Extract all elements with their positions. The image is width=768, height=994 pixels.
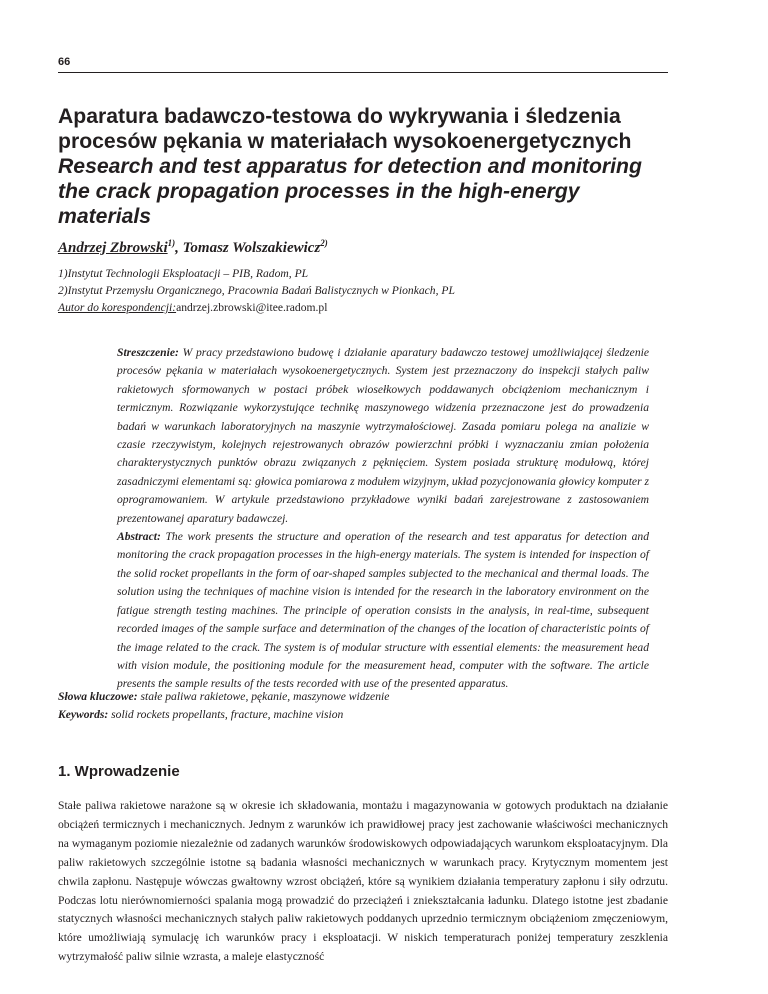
abstract-en-label: Abstract: <box>117 530 161 544</box>
abstract-pl-label: Streszczenie: <box>117 346 179 359</box>
page-number: 66 <box>58 56 71 68</box>
title-en-line-1: Research and test apparatus for detection and monitoring <box>58 155 642 178</box>
header-rule <box>58 72 668 73</box>
author-2-name: Tomasz Wolszakiewicz <box>182 240 321 256</box>
title-en-line-2: the crack propagation processes in the high-energy <box>58 180 580 203</box>
paper-title <box>58 104 698 229</box>
keywords-en-text: solid rockets propellants, fracture, machine vision <box>108 708 344 721</box>
keywords-block <box>58 688 389 724</box>
keywords-pl-label: Słowa kluczowe: <box>58 690 138 703</box>
author-1-affiliation-mark: 1) <box>167 238 176 248</box>
affiliation-2: 2)Instytut Przemysłu Organicznego, Pracownia Badań Balistycznych w Pionkach, PL <box>58 284 455 297</box>
keywords-en <box>58 706 389 724</box>
corresponding-author-email[interactable]: andrzej.zbrowski@itee.radom.pl <box>176 301 328 314</box>
abstract-block <box>117 344 649 694</box>
author-1-name: Andrzej Zbrowski <box>58 240 168 256</box>
title-en-line-3: materials <box>58 205 152 228</box>
affiliations <box>58 265 455 316</box>
body-paragraph: Stałe paliwa rakietowe narażone są w okresie ich składowania, montażu i magazynowania w gotowych produktach na działanie obciążeń termicznych i mechanicznych. Jednym z warunków ich prawidłowej pracy jest zachowanie właściwości mechanicznych na wymaganym poziomie niezależnie od zadanych warunków środowiskowych odpowiadających warunkom eksploatacyjnym. Dla paliw rakietowych szczególnie istotne są badania własności mechanicznych w warunkach pracy. Krytycznym momentem jest chwila zapłonu. Następuje wówczas gwałtowny wzrost obciążeń, które są wynikiem działania temperatury zapłonu i siły odrzutu. Podczas lotu nierównomierności spalania mogą prowadzić do przeciążeń i zniekształcania ładunku. Dlatego istotne jest zbadanie statycznych własności mechanicznych stałych paliw rakietowych poddanych uprzednio termicznym obciążeniom zmęczeniowym, które umożliwiają symulację ich warunków pracy i eksploatacji. W niskich temperaturach poniżej temperatury zeszklenia wytrzymałość paliw silnie wzrasta, a maleje elastyczność <box>58 799 668 964</box>
title-pl-line-1: Aparatura badawczo-testowa do wykrywania i śledzenia <box>58 105 621 128</box>
abstract-pl-text: W pracy przedstawiono budowę i działanie aparatury badawczo testowej umożliwiającej śledzenie procesów pękania w materiałach wysokoenergetycznych. System jest przeznaczony do inspekcji stałych paliw rakietowych sformowanych w postaci próbek wiosełkowych poddawanych obciążeniom mechanicznym i termicznym. Rozwiązanie wykorzystujące technikę maszynowego widzenia przeznaczone jest do prowadzenia badań w warunkach laboratoryjnych na maszynie wytrzymałościowej. Zasada pomiaru polega na analizie w czasie rzeczywistym, kolejnych rejestrowanych obrazów powierzchni próbki i wyznaczaniu zmian położenia charakterystycznych punktów obrazu związanych z pęknięciem. System posiada strukturę modułową, której zasadniczymi elementami są: głowica pomiarowa z modułem wizyjnym, układ pozycjonowania głowicy komputer z oprogramowaniem. W artykule przedstawiono przykładowe wyniki badań zarejestrowane z zastosowaniem prezentowanej aparatury badawczej. <box>117 346 649 525</box>
keywords-pl <box>58 688 389 706</box>
abstract-en <box>117 528 649 694</box>
keywords-en-label: Keywords: <box>58 708 109 721</box>
affiliation-1: 1)Instytut Technologii Eksploatacji – PIB, Radom, PL <box>58 267 309 280</box>
author-2-affiliation-mark: 2) <box>320 238 328 248</box>
title-pl-line-2: procesów pękania w materiałach wysokoenergetycznych <box>58 130 632 153</box>
abstract-pl <box>117 344 649 528</box>
keywords-pl-text: stałe paliwa rakietowe, pękanie, maszynowe widzenie <box>137 690 390 703</box>
corresponding-author-label: Autor do korespondencji: <box>58 301 177 314</box>
abstract-en-text: The work presents the structure and operation of the research and test apparatus for detection and monitoring the crack propagation processes in the high-energy materials. The system is intended for inspection of the solid rocket propellants in the form of oar-shaped samples subjected to the mechanical and thermal loads. The solution using the techniques of machine vision is intended for the research in the laboratory environment on the fatigue strength testing machines. The principle of operation consists in the analysis, in real-time, subsequent recorded images of the sample surface and determination of the changes of the location of characteristic points of the image related to the crack. The system is of modular structure with essential elements: the measurement head with vision module, the positioning module for the measurement head, computer with the software. The article presents the sample results of the tests recorded with use of the presented apparatus. <box>117 530 649 691</box>
section-heading: 1. Wprowadzenie <box>58 763 180 780</box>
corresponding-author <box>58 299 455 316</box>
authors-line <box>58 238 328 257</box>
author-separator: , <box>175 240 183 256</box>
body-text <box>58 797 668 967</box>
